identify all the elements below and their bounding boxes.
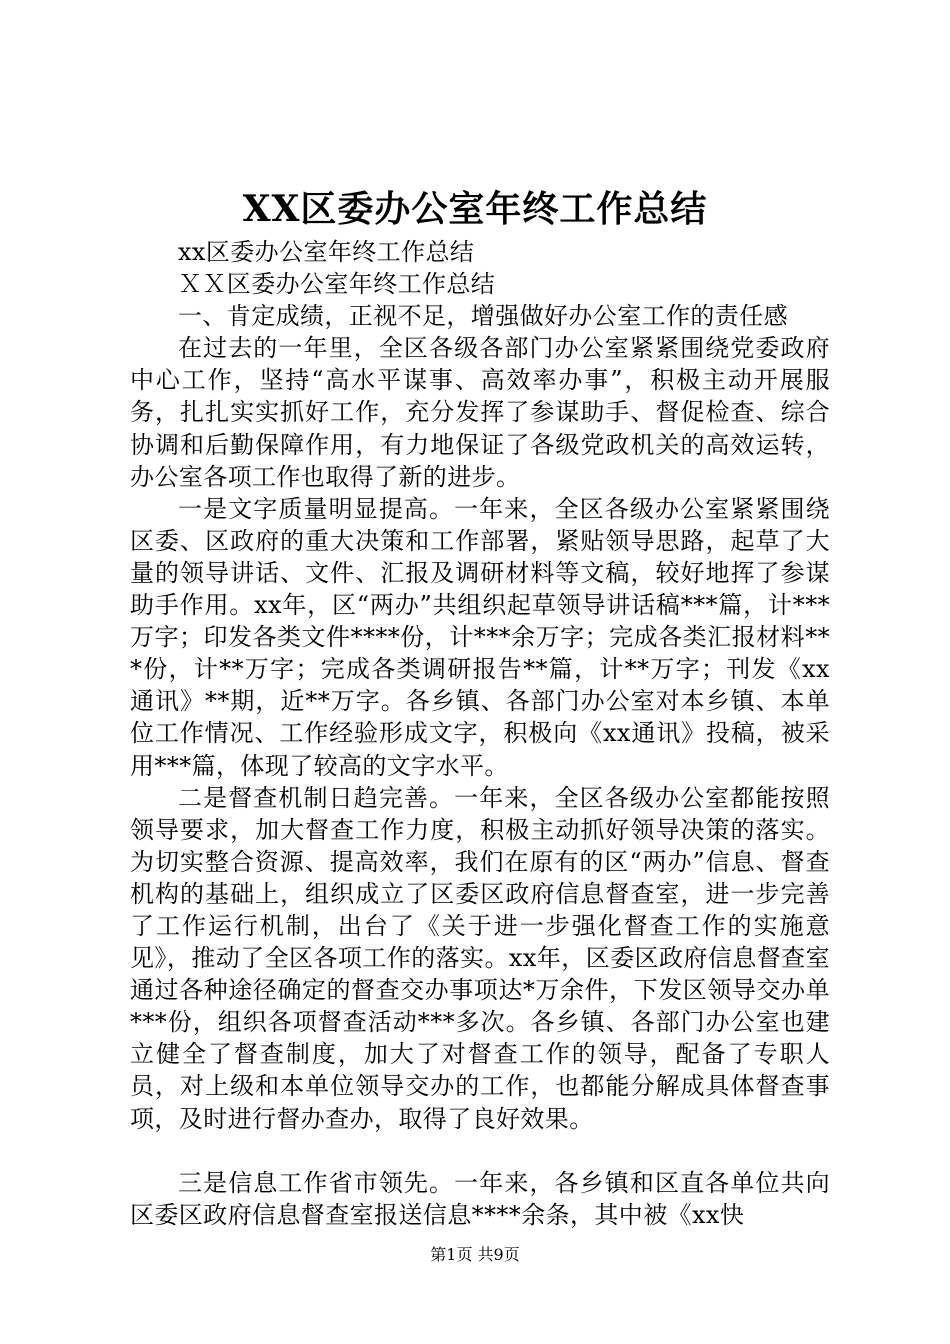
body-paragraph: 三是信息工作省市领先。一年来，各乡镇和区直各单位共向区委区政府信息督查室报送信息****余条，其中被《xx快: [130, 1168, 830, 1229]
subtitle-line: ＸＸ区委办公室年终工作总结: [178, 270, 496, 299]
document-title: XX区委办公室年终工作总结: [242, 188, 708, 230]
page-number-footer: 第1页 共9页: [430, 1245, 520, 1264]
body-paragraph: 二是督查机制日趋完善。一年来，全区各级办公室都能按照领导要求，加大督查工作力度，积极主动抓好领导决策的落实。为切实整合资源、提高效率，我们在原有的区“两办”信息、督查机构的基础上，组织成立了区委区政府信息督查室，进一步完善了工作运行机制，出台了《关于进一步强化督查工作的实施意见》，推动了全区各项工作的落实。xx年，区委区政府信息督查室通过各种途径确定的督查交办事项达*万余件，下发区领导交办单***份，组织各项督查活动***多次。各乡镇、各部门办公室也建立健全了督查制度，加大了对督查工作的领导，配备了专职人员，对上级和本单位领导交办的工作，也都能分解成具体督查事项，及时进行督办查办，取得了良好效果。: [130, 783, 830, 1133]
body-paragraph: 在过去的一年里，全区各级各部门办公室紧紧围绕党委政府中心工作，坚持“高水平谋事、高效率办事”，积极主动开展服务，扎扎实实抓好工作，充分发挥了参谋助手、督促检查、综合协调和后勤保障作用，有力地保证了各级党政机关的高效运转，办公室各项工作也取得了新的进步。: [130, 334, 830, 491]
subtitle-line: xx区委办公室年终工作总结: [178, 238, 475, 266]
document-body: [130, 236, 830, 1231]
section-heading: 一、肯定成绩，正视不足，增强做好办公室工作的责任感: [178, 302, 788, 331]
body-paragraph: 一是文字质量明显提高。一年来，全区各级办公室紧紧围绕区委、区政府的重大决策和工作部署，紧贴领导思路，起草了大量的领导讲话、文件、汇报及调研材料等文稿，较好地挥了参谋助手作用。xx年，区“两办”共组织起草领导讲话稿***篇，计***万字；印发各类文件****份，计***余万字；完成各类汇报材料***份，计**万字；完成各类调研报告**篇，计**万字；刊发《xx通讯》**期，近**万字。各乡镇、各部门办公室对本乡镇、本单位工作情况、工作经验形成文字，积极向《xx通讯》投稿，被采用***篇，体现了较高的文字水平。: [130, 494, 830, 780]
